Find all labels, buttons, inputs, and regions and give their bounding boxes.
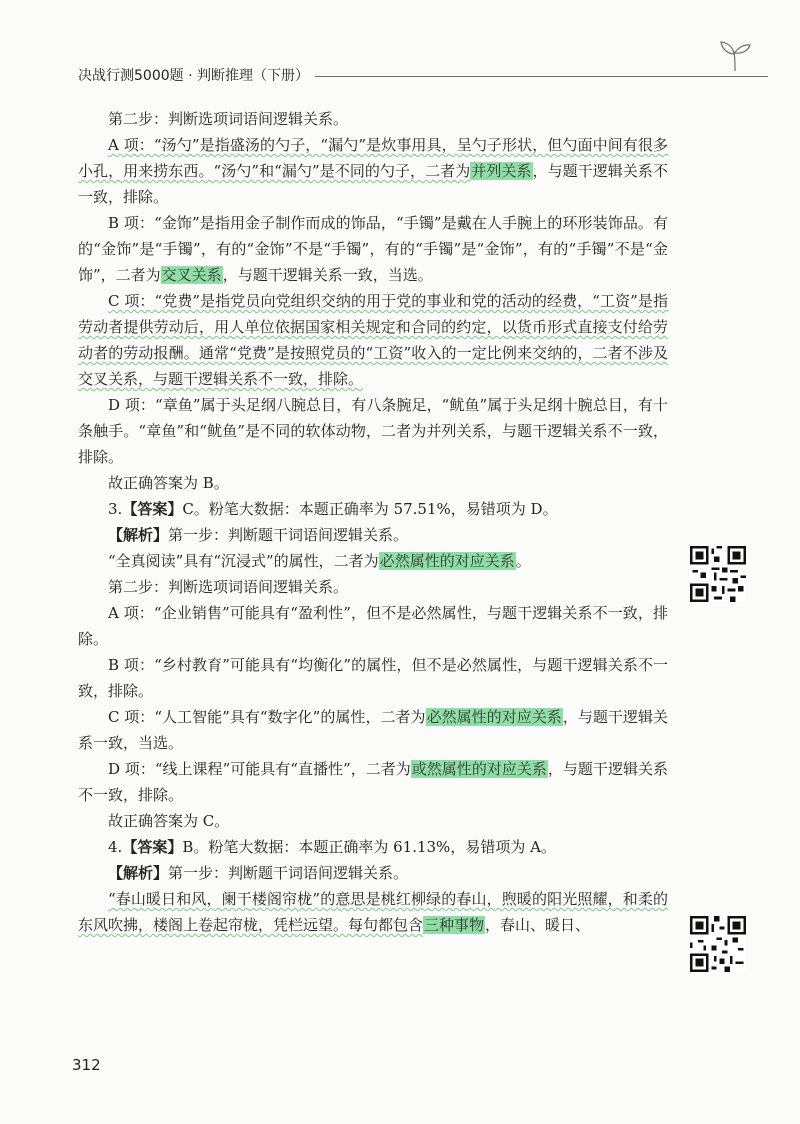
- paragraph-option-c: C 项：“人工智能”具有“数字化”的属性，二者为必然属性的对应关系，与题干逻辑关系一致，当选。: [78, 708, 668, 752]
- highlight: 交叉关系: [161, 266, 222, 284]
- qr-code-icon[interactable]: [690, 916, 746, 972]
- page-body: [78, 106, 668, 938]
- highlight: 必然属性的对应关系: [426, 708, 562, 726]
- highlight: 必然属性的对应关系: [379, 552, 515, 570]
- analysis-line-4: 【解析】第一步：判断题干词语间逻辑关系。: [108, 864, 409, 882]
- paragraph: 第二步：判断选项词语间逻辑关系。: [108, 110, 349, 128]
- paragraph: “春山暖日和风，阑干楼阁帘栊”的意思是桃红柳绿的春山，煦暖的阳光照耀，和柔的东风吹拂，楼阁上卷起帘栊，凭栏远望。每句都包含三种事物，春山、暖日、: [78, 890, 668, 934]
- paragraph-option-c: C 项：“党费”是指党员向党组织交纳的用于党的事业和党的活动的经费，“工资”是指劳动者提供劳动后，用人单位依据国家相关规定和合同的约定，以货币形式直接支付给劳动者的劳动报酬。通常“党费”是按照党员的“工资”收入的一定比例来交纳的，二者不涉及交叉关系，与题干逻辑关系不一致，排除。: [78, 292, 668, 388]
- paragraph-option-a: A 项：“汤勺”是指盛汤的勺子，“漏勺”是炊事用具，呈勺子形状，但勺面中间有很多小孔，用来捞东西。“汤勺”和“漏勺”是不同的勺子，二者为并列关系，与题干逻辑关系不一致，排除。: [78, 136, 668, 206]
- sprout-icon: [718, 40, 752, 72]
- analysis-line-3: 【解析】第一步：判断题干词语间逻辑关系。: [108, 526, 409, 544]
- paragraph: “全真阅读”具有“沉浸式”的属性，二者为必然属性的对应关系。: [108, 552, 531, 570]
- paragraph: 第二步：判断选项词语间逻辑关系。: [108, 578, 349, 596]
- running-header: [78, 64, 768, 86]
- highlight: 或然属性的对应关系: [411, 760, 547, 778]
- paragraph-option-d: D 项：“线上课程”可能具有“直播性”，二者为或然属性的对应关系，与题干逻辑关系不一致，排除。: [78, 760, 668, 804]
- highlight: 并列关系: [471, 162, 532, 180]
- paragraph-option-b: B 项：“乡村教育”可能具有“均衡化”的属性，但不是必然属性，与题干逻辑关系不一致，排除。: [78, 656, 668, 700]
- highlight: 三种事物: [424, 916, 485, 934]
- page-number: 312: [72, 1056, 101, 1074]
- paragraph-conclusion: 故正确答案为 C。: [108, 812, 230, 830]
- answer-line-3: 3.【答案】C。粉笔大数据：本题正确率为 57.51%，易错项为 D。: [108, 500, 558, 518]
- book-title: 决战行测5000题 · 判断推理（下册）: [78, 68, 309, 84]
- paragraph-option-a: A 项：“企业销售”可能具有“盈利性”，但不是必然属性，与题干逻辑关系不一致，排除。: [78, 604, 668, 648]
- paragraph-option-d: D 项：“章鱼”属于头足纲八腕总目，有八条腕足，“鱿鱼”属于头足纲十腕总目，有十条触手。“章鱼”和“鱿鱼”是不同的软体动物，二者为并列关系，与题干逻辑关系不一致，排除。: [78, 396, 668, 466]
- answer-line-4: 4.【答案】B。粉笔大数据：本题正确率为 61.13%，易错项为 A。: [108, 838, 556, 856]
- header-rule: [315, 76, 768, 77]
- paragraph-option-b: B 项：“金饰”是指用金子制作而成的饰品，“手镯”是戴在人手腕上的环形装饰品。有的“金饰”是“手镯”，有的“金饰”不是“手镯”，有的“手镯”是“金饰”，有的“手镯”不是“金饰”，二者为交叉关系，与题干逻辑关系一致，当选。: [78, 214, 668, 284]
- paragraph-conclusion: 故正确答案为 B。: [108, 474, 229, 492]
- qr-code-icon[interactable]: [690, 546, 746, 602]
